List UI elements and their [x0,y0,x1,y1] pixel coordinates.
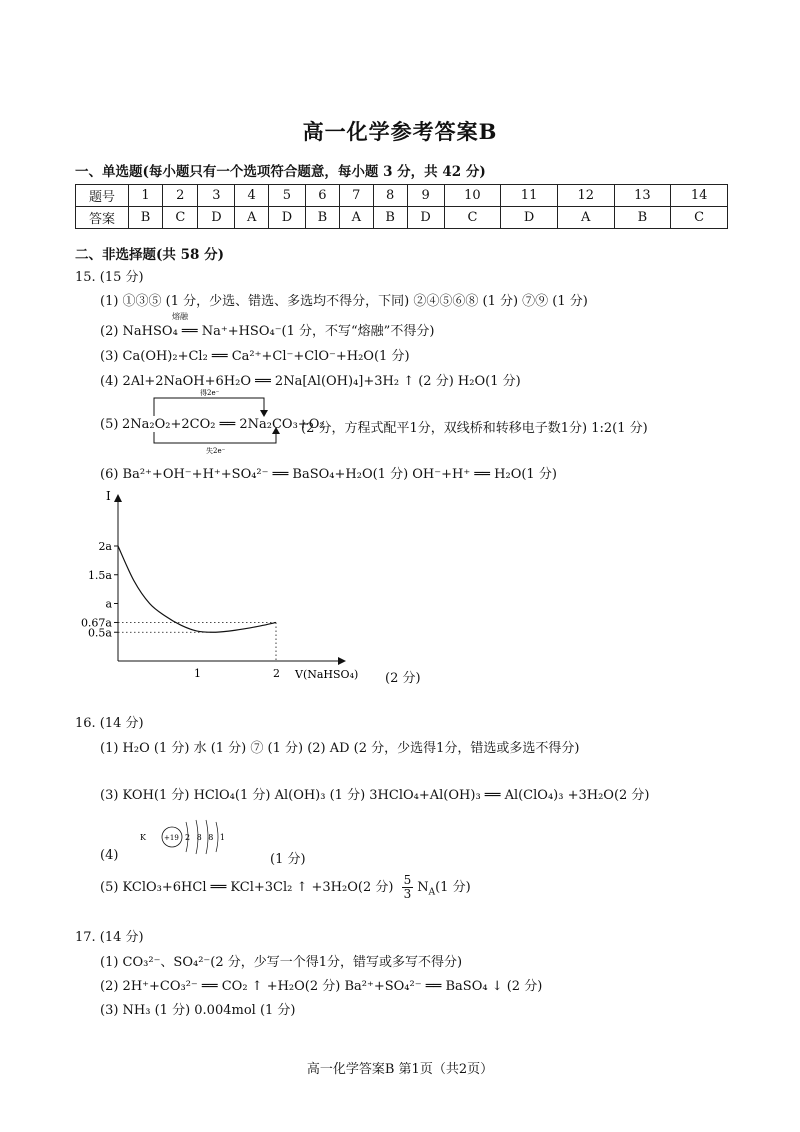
fraction-denominator: 3 [403,887,412,901]
question-number: 9 [407,185,444,207]
atom-nucleus-charge: +19 [164,834,179,842]
q16-answer-5 [100,874,471,901]
section2-heading: 二、非选择题(共 58 分) [75,247,224,263]
gain-arrowhead [260,410,268,417]
answer-cell: D [407,207,444,229]
q15-answer-1: (1) ①③⑤ (1 分，少选、错选、多选均不得分，下同) ②④⑤⑥⑧ (1 分) ⑦⑨ (1 分) [100,294,588,309]
page-title: 高一化学参考答案B [302,119,498,144]
q15-answer-3: (3) Ca(OH)₂+Cl₂ ══ Ca²⁺+Cl⁻+ClO⁻+H₂O(1 分) [100,349,410,364]
conductivity-curve [118,546,276,632]
atom-shell-electrons: 2 8 8 1 [185,833,227,842]
q17-answer-1: (1) CO₃²⁻、SO₄²⁻(2 分，少写一个得1分，错写或多写不得分) [100,955,463,970]
q15-answer-5-equation: 2Na₂O₂+2CO₂ ══ 2Na₂CO₃+O₂ [122,417,325,432]
answer-cell: D [198,207,235,229]
section1-heading: 一、单选题(每小题只有一个选项符合题意，每小题 3 分，共 42 分) [75,164,486,180]
page-footer: 高一化学答案B 第1页（共2页） [306,1062,494,1077]
x-tick-label: 2 [273,667,280,680]
x-tick-label: 1 [194,667,201,680]
table-row-label: 题号 [76,185,129,207]
avogadro-symbol: N [417,880,429,895]
graph-score: (2 分) [385,671,421,686]
q16-answer-5-score: (1 分) [435,880,471,895]
q16-answer-3: (3) KOH(1 分) HClO₄(1 分) Al(OH)₃ (1 分) 3HClO₄+Al(OH)₃ ══ Al(ClO₄)₃ +3H₂O(2 分) [100,788,650,803]
y-tick-label: 0.67a [80,616,112,630]
conductivity-graph [72,488,382,684]
lose-electron-label: 失2e⁻ [206,447,226,454]
question-number: 6 [305,185,339,207]
fraction-numerator: 5 [403,873,412,887]
question-number: 4 [235,185,269,207]
q15-condition-label: 熔融 [172,312,188,321]
q15-answer-4: (4) 2Al+2NaOH+6H₂O ══ 2Na[Al(OH)₄]+3H₂ ↑ (2 分) H₂O(1 分) [100,374,521,389]
y-tick-label: a [105,597,112,611]
answer-cell: D [268,207,305,229]
question-number: 13 [614,185,671,207]
q16-answer-5-equation: (5) KClO₃+6HCl ══ KCl+3Cl₂ ↑ +3H₂O(2 分) [100,880,394,895]
question-number: 11 [501,185,558,207]
y-tick-label: 2a [98,540,112,553]
q17-answer-3: (3) NH₃ (1 分) 0.004mol (1 分) [100,1003,296,1018]
q17-header: 17. (14 分) [75,930,144,945]
lose-electron-bridge [154,432,276,443]
answer-cell: C [671,207,728,229]
q15-header: 15. (15 分) [75,270,144,285]
answer-cell: A [340,207,374,229]
q15-answer-5-score: (2 分，方程式配平1分，双线桥和转移电子数1分) 1:2(1 分) [301,421,648,436]
y-tick-label: 1.5a [87,568,112,582]
y-axis-label: I [106,489,111,503]
table-row-label: 答案 [76,207,129,229]
answer-cell: B [373,207,407,229]
answer-cell: B [129,207,163,229]
question-number: 12 [557,185,614,207]
x-axis-label: V(NaHSO₄) [295,668,359,681]
q16-answer-4-score: (1 分) [270,852,306,867]
avogadro-subscript: A [428,887,436,898]
q15-answer-6: (6) Ba²⁺+OH⁻+H⁺+SO₄²⁻ ══ BaSO₄+H₂O(1 分) OH⁻+H⁺ ══ H₂O(1 分) [100,467,557,482]
table-row [76,185,728,207]
question-number: 3 [198,185,235,207]
table-row [76,207,728,229]
answer-cell: C [444,207,501,229]
question-number: 1 [129,185,163,207]
answer-cell: B [305,207,339,229]
gain-electron-label: 得2e⁻ [200,389,220,397]
q16-answer-4-label: (4) [100,848,119,863]
q16-answer-1: (1) H₂O (1 分) 水 (1 分) ⑦ (1 分) (2) AD (2 分，少选得1分，错选或多选不得分) [100,741,580,756]
atom-structure-diagram [136,818,236,864]
question-number: 10 [444,185,501,207]
question-number: 2 [163,185,198,207]
answer-cell: B [614,207,671,229]
answer-cell: A [557,207,614,229]
q15-answer-5-label: (5) [100,417,119,432]
answer-cell: A [235,207,269,229]
answer-table [75,184,728,229]
question-number: 7 [340,185,374,207]
question-number: 5 [268,185,305,207]
question-number: 8 [373,185,407,207]
y-tick-label: 0.5a [87,626,112,640]
q15-answer-2: (2) NaHSO₄ ══ Na⁺+HSO₄⁻(1 分，不写“熔融”不得分) [100,324,435,339]
atom-symbol: K [140,833,146,842]
answer-cell: D [501,207,558,229]
answer-cell: C [163,207,198,229]
q17-answer-2: (2) 2H⁺+CO₃²⁻ ══ CO₂ ↑ +H₂O(2 分) Ba²⁺+SO₄²⁻ ══ BaSO₄ ↓ (2 分) [100,979,543,994]
fraction [402,874,414,901]
gain-electron-bridge [154,398,264,416]
question-number: 14 [671,185,728,207]
q16-header: 16. (14 分) [75,716,144,731]
